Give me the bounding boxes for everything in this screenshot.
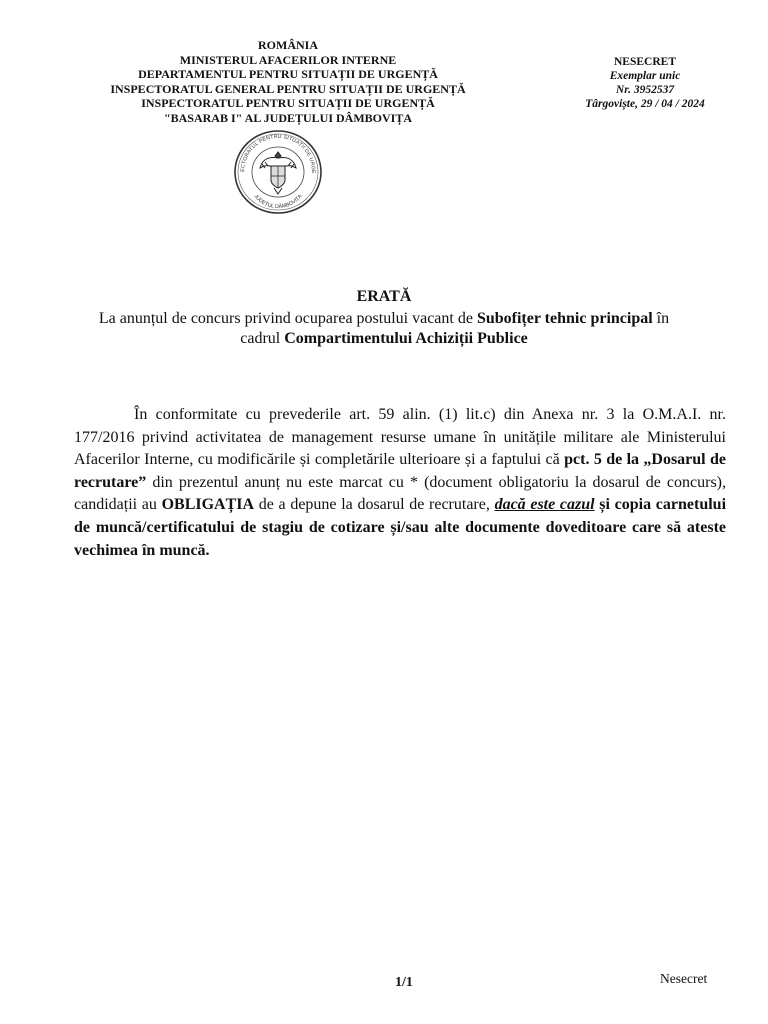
title-text: La anunțul de concurs privind ocuparea postului vacant de: [98, 310, 477, 327]
body-bold: pct. 5 de la „Dosarul de recrutare”: [74, 451, 726, 491]
title-text: cadrul: [240, 330, 285, 347]
position-name: Subofițer tehnic principal: [476, 310, 653, 327]
header-line: INSPECTORATUL GENERAL PENTRU SITUAȚII DE URGENȚĂ: [110, 81, 466, 96]
header-line: MINISTERUL AFACERILOR INTERNE: [179, 52, 397, 67]
body-text: de a depune la dosarul de recrutare,: [254, 496, 495, 514]
title-line-2: [40, 329, 728, 349]
body-underlined: dacă este cazul: [494, 496, 595, 514]
registration-number: Nr. 3952537: [615, 84, 675, 96]
classification-label: NESECRET: [614, 56, 676, 68]
header-line: INSPECTORATUL PENTRU SITUAȚII DE URGENȚĂ: [141, 96, 435, 110]
header-line: "BASARAB I" AL JUDEȚULUI DÂMBOVIȚA: [163, 110, 413, 125]
body-bold: și copia carnetului de muncă/certificatului de stagiu de cotizare și/sau alte documente doveditoare care să ateste vechimea în muncă.: [74, 496, 727, 559]
footer-classification: Nesecret: [660, 971, 708, 986]
body-bold: OBLIGAȚIA: [161, 496, 255, 514]
title-text: în: [652, 310, 670, 327]
body-paragraph: [74, 404, 726, 562]
header-line: ROMÂNIA: [258, 38, 318, 52]
title-line-1: [40, 309, 728, 329]
institution-header: [68, 38, 508, 125]
copy-label: Exemplar unic: [609, 70, 681, 82]
svg-text:INSPECTORATUL PENTRU SITUAȚII: ECTORATUL PENTRU SITUAȚII DE URGE: [239, 133, 317, 174]
svg-text:JUDEȚUL DÂMBOVIȚA: JUDEȚUL DÂMBOVIȚA: [252, 193, 304, 211]
body-text: din prezentul anunț nu este marcat cu * (document obligatoriu la dosarul de concurs), candidații au: [74, 473, 726, 514]
erratum-title: [40, 287, 728, 349]
department-name: Compartimentului Achiziții Publice: [284, 330, 528, 347]
header-line: DEPARTAMENTUL PENTRU SITUAȚII DE URGENȚĂ: [138, 67, 438, 81]
place-date: Târgoviște, 29 / 04 / 2024: [585, 98, 705, 110]
registration-block: [560, 55, 730, 111]
page-number: 1/1: [395, 975, 413, 990]
institution-seal: [232, 128, 324, 216]
erratum-heading: ERATĂ: [356, 288, 412, 305]
body-text: În conformitate cu prevederile art. 59 alin. (1) lit.c) din Anexa nr. 3 la O.M.A.I. nr. 177/2016 privind activitatea de management resurse umane în unitățile militare ale Ministerului Afacerilor Interne, cu modificările și completările ulterioare și a faptului că: [74, 406, 726, 469]
erratum-body: [74, 404, 726, 562]
